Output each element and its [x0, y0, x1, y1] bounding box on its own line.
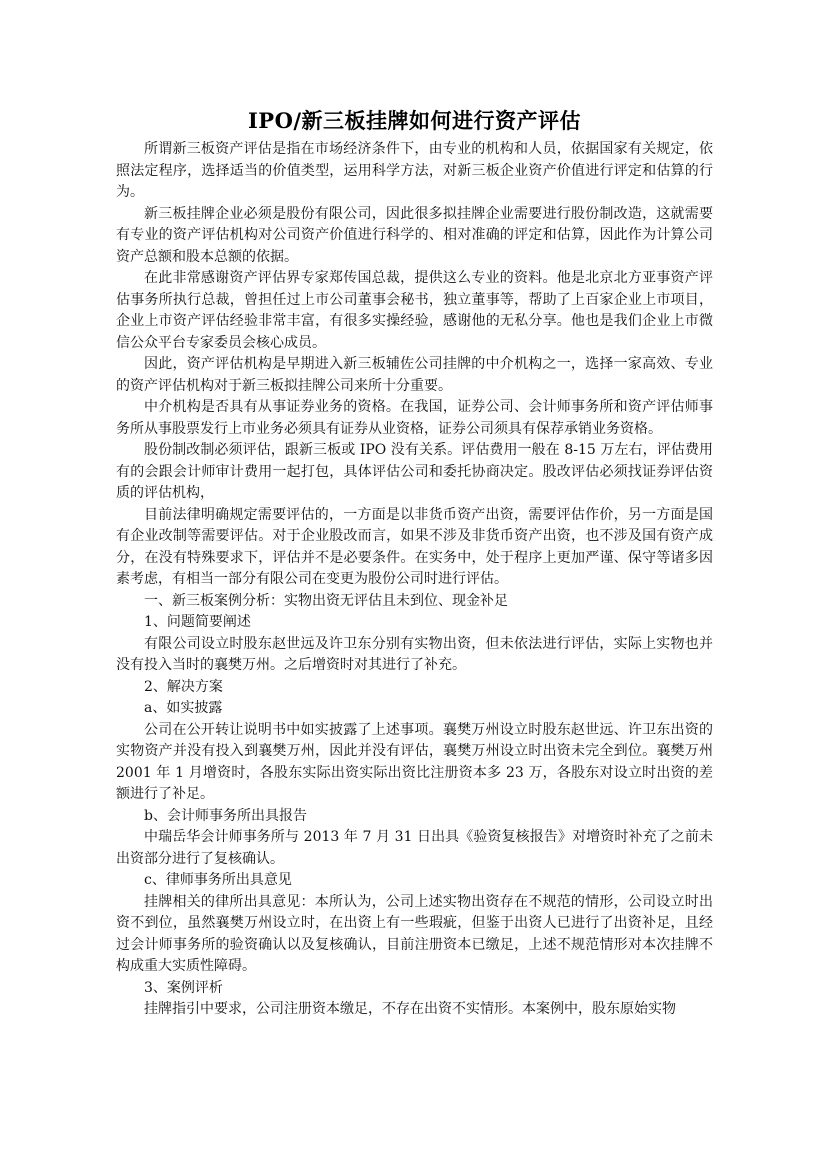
- paragraph-intermediary-choice: 因此，资产评估机构是早期进入新三板辅佐公司挂牌的中介机构之一，选择一家高效、专业的资产评估机构对于新三板拟挂牌公司来所十分重要。: [116, 356, 713, 394]
- paragraph-lawyer-opinion: 挂牌相关的律所出具意见：本所认为，公司上述实物出资存在不规范的情形，公司设立时出资不到位，虽然襄樊万州设立时，在出资上有一些瑕疵，但鉴于出资人已进行了出资补足，且经过会计师事务所的验资确认以及复核确认，目前注册资本已缴足，上述不规范情形对本次挂牌不构成重大实质性障碍。: [116, 893, 713, 974]
- subheading-lawyer-opinion: c、律师事务所出具意见: [144, 872, 292, 888]
- subheading-case-review: 3、案例评析: [144, 979, 223, 996]
- paragraph-qualification: 中介机构是否具有从事证券业务的资格。在我国，证券公司、会计师事务所和资产评估师事务所从事股票发行上市业务必须具有证券从业资格，证券公司须具有保荐承销业务资格。: [116, 399, 713, 437]
- paragraph-legal-requirement: 目前法律明确规定需要评估的，一方面是以非货币资产出资，需要评估作价，另一方面是国有企业改制等需要评估。对于企业股改而言，如果不涉及非货币资产出资，也不涉及国有资产成分，在没有特殊要求下，评估并不是必要条件。在实务中，处于程序上更加严谨、保守等诸多因素考虑，有相当一部分有限公司在变更为股份公司时进行评估。: [116, 506, 713, 587]
- subheading-problem: 1、问题简要阐述: [144, 614, 251, 630]
- subheading-solution: 2、解决方案: [144, 678, 223, 695]
- document-body: [116, 104, 713, 1021]
- subheading-accountant-report: b、会计师事务所出具报告: [144, 807, 307, 824]
- paragraph-share-reform: 新三板挂牌企业必须是股份有限公司，因此很多拟挂牌企业需要进行股份制改造，这就需要有专业的资产评估机构对公司资产价值进行科学的、相对准确的评定和估算，因此作为计算公司资产总额和股本总额的依据。: [116, 205, 713, 265]
- paragraph-disclosure: 公司在公开转让说明书中如实披露了上述事项。襄樊万州设立时股东赵世远、许卫东出资的实物资产并没有投入到襄樊万州，因此并没有评估，襄樊万州设立时出资未完全到位。襄樊万州 2001 年 1 月增资时，各股东实际出资实际出资比注册资本多 23 万，各股东对设立时出资的差额进行了补足。: [116, 721, 713, 802]
- paragraph-evaluation-fee: 股份制改制必须评估，跟新三板或 IPO 没有关系。评估费用一般在 8-15 万左右，评估费用有的会跟会计师审计费用一起打包，具体评估公司和委托协商决定。股改评估必须找证券评估资质的评估机构，: [116, 442, 713, 501]
- document-title: IPO/新三板挂牌如何进行资产评估: [247, 108, 582, 133]
- paragraph-accountant-report: 中瑞岳华会计师事务所与 2013 年 7 月 31 日出具《验资复核报告》对增资时补充了之前未出资部分进行了复核确认。: [116, 829, 713, 867]
- paragraph-definition: 所谓新三板资产评估是指在市场经济条件下，由专业的机构和人员，依据国家有关规定，依照法定程序，选择适当的价值类型，运用科学方法，对新三板企业资产价值进行评定和估算的行为。: [116, 141, 713, 200]
- paragraph-case-review: 挂牌指引中要求，公司注册资本缴足，不存在出资不实情形。本案例中，股东原始实物: [144, 1001, 676, 1017]
- section-heading-case-analysis: 一、新三板案例分析：实物出资无评估且未到位、现金补足: [144, 592, 508, 609]
- paragraph-acknowledgement: 在此非常感谢资产评估界专家郑传国总裁，提供这么专业的资料。他是北京北方亚事资产评估事务所执行总裁，曾担任过上市公司董事会秘书，独立董事等，帮助了上百家企业上市项目，企业上市资产评估经验非常丰富，有很多实操经验，感谢他的无私分享。他也是我们企业上市微信公众平台专家委员会核心成员。: [116, 270, 713, 351]
- paragraph-problem: 有限公司设立时股东赵世远及许卫东分别有实物出资，但未依法进行评估，实际上实物也并没有投入当时的襄樊万州。之后增资时对其进行了补充。: [116, 635, 713, 673]
- subheading-disclosure: a、如实披露: [144, 700, 223, 716]
